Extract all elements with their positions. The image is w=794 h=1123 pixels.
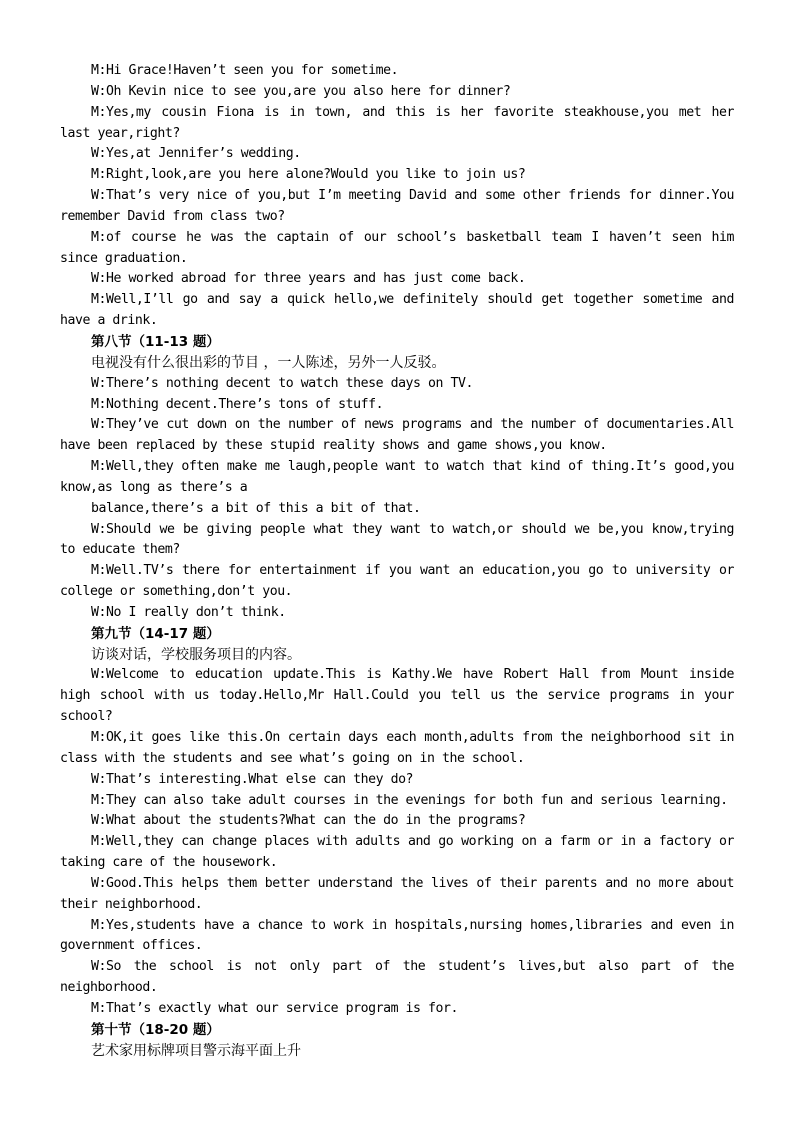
dialogue-line: M:OK,it goes like this.On certain days each month,adults from the neighborhood sit in class with the students and see what’s going on in the school.	[60, 730, 734, 766]
dialogue-line: W:Should we be giving people what they want to watch,or should we be,you know,trying to educate them?	[60, 521, 734, 558]
dialogue-line: M:Yes,my cousin Fiona is in town, and this is her favorite steakhouse,you met her last year,right?	[60, 104, 734, 141]
dialogue-line: W:Yes,at Jennifer’s wedding.	[91, 146, 301, 162]
dialogue-line: W:That’s interesting.What else can they do?	[91, 771, 414, 787]
section-description: 访谈对话，学校服务项目的内容。	[91, 646, 301, 663]
section-9	[60, 624, 734, 1020]
section-heading: 第八节（11-13 题）	[91, 333, 220, 350]
dialogue-line: M:Well.TV’s there for entertainment if you want an education,you go to university or college or something,don’t you.	[60, 563, 734, 600]
dialogue-line: W:What about the students?What can the do in the programs?	[91, 813, 526, 829]
section-8	[60, 332, 734, 624]
section-10	[60, 1020, 734, 1062]
dialogue-line: W:That’s very nice of you,but I’m meeting David and some other friends for dinner.You remember David from class two?	[60, 188, 734, 224]
dialogue-line: M:That’s exactly what our service program is for.	[91, 1000, 458, 1016]
dialogue-line: W:So the school is not only part of the student’s lives,but also part of the neighborhood.	[60, 959, 734, 996]
dialogue-line: M:Well,they often make me laugh,people want to watch that kind of thing.It’s good,you know,as long as there’s a	[60, 459, 734, 495]
dialogue-line: W:No I really don’t think.	[91, 604, 286, 620]
dialogue-line: M:Right,look,are you here alone?Would you like to join us?	[91, 167, 526, 183]
dialogue-line: M:Well,they can change places with adults and go working on a farm or in a factory or taking care of the housework.	[60, 834, 734, 871]
dialogue-line: M:of course he was the captain of our school’s basketball team I haven’t seen him since graduation.	[60, 229, 734, 266]
dialogue-line: W:He worked abroad for three years and has just come back.	[91, 271, 526, 287]
section-7-dialogue	[60, 61, 734, 332]
dialogue-line: M:Yes,students have a chance to work in hospitals,nursing homes,libraries and even in government offices.	[60, 917, 734, 954]
dialogue-line: W:Welcome to education update.This is Kathy.We have Robert Hall from Mount inside high school with us today.Hello,Mr Hall.Could you tell us the service programs in your school?	[60, 667, 734, 725]
transcript-body	[60, 61, 734, 1062]
dialogue-line: balance,there’s a bit of this a bit of that.	[91, 500, 421, 516]
dialogue-line: W:They’ve cut down on the number of news programs and the number of documentaries.All have been replaced by these stupid reality shows and game shows,you know.	[60, 417, 734, 454]
section-heading: 第十节（18-20 题）	[91, 1021, 220, 1038]
dialogue-line: W:There’s nothing decent to watch these days on TV.	[91, 375, 473, 391]
dialogue-line: M:Hi Grace!Haven’t seen you for sometime.	[91, 63, 399, 78]
dialogue-line: M:Nothing decent.There’s tons of stuff.	[91, 396, 384, 412]
dialogue-line: W:Oh Kevin nice to see you,are you also here for dinner?	[91, 83, 511, 99]
section-description: 电视没有什么很出彩的节目 ，一人陈述，另外一人反驳。	[91, 354, 446, 371]
section-description: 艺术家用标牌项目警示海平面上升	[91, 1042, 301, 1059]
dialogue-line: W:Good.This helps them better understand the lives of their parents and no more about their neighborhood.	[60, 875, 734, 912]
dialogue-line: M:Well,I’ll go and say a quick hello,we definitely should get together sometime and have a drink.	[60, 292, 734, 329]
dialogue-line: M:They can also take adult courses in the evenings for both fun and serious learning.	[91, 792, 728, 808]
section-heading: 第九节（14-17 题）	[91, 625, 220, 642]
